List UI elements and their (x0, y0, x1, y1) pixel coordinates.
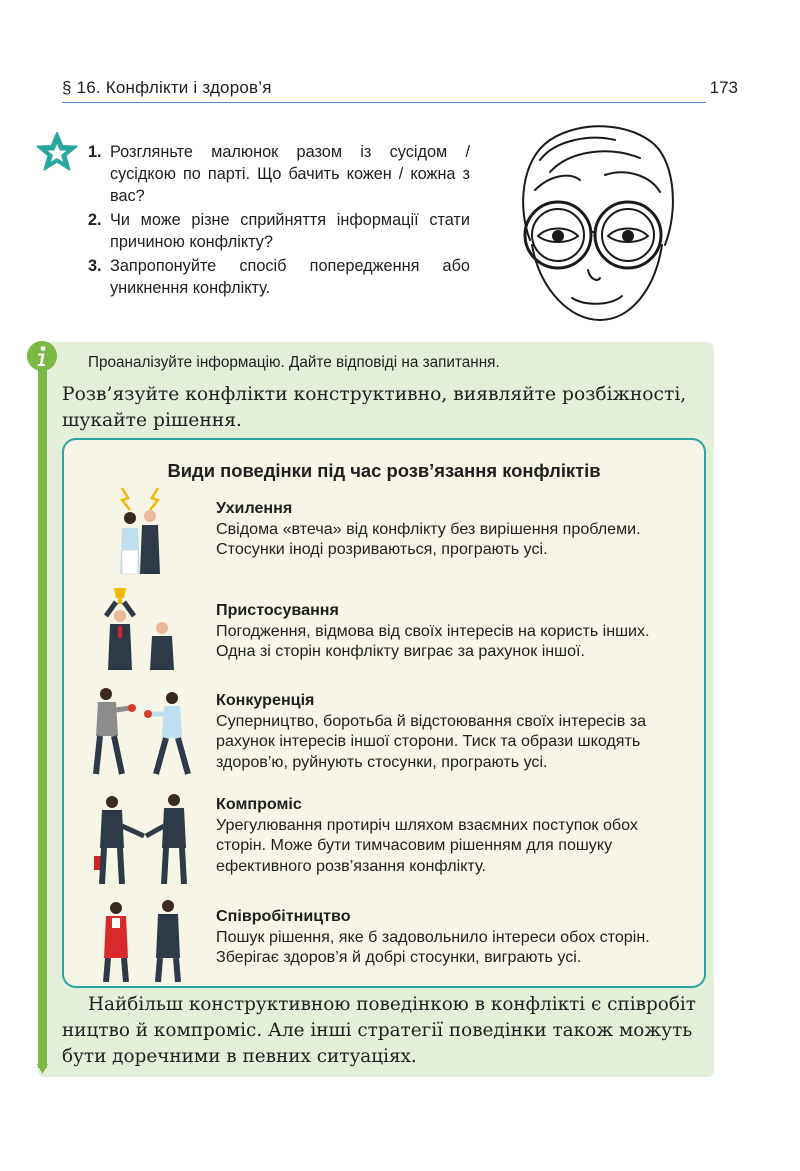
collaboration-illustration (92, 898, 202, 982)
behavior-accommodation (216, 600, 650, 662)
info-lead-text: Розв’язуйте конфлікти конструктивно, виявляйте розбіжності, шукайте рішення. (62, 384, 687, 431)
closing-line: Найбільш конструктивною поведінкою в конфлікті є співробіт (88, 994, 696, 1015)
behavior-name: Конкуренція (216, 691, 315, 709)
behavior-desc-line: Суперництво, боротьба й відстоювання своїх інтересів за (216, 711, 647, 730)
behavior-desc-line: Урегулювання протиріч шляхом взаємних поступок обох (216, 815, 638, 834)
section-title: § 16. Конфлікти і здоров’я (62, 78, 272, 97)
behavior-name: Ухилення (216, 499, 293, 517)
card-title: Види поведінки під час розв’язання конфліктів (167, 460, 601, 481)
closing-paragraph (62, 992, 708, 1070)
behavior-desc-line: Пошук рішення, яке б задовольнило інтереси обох сторін. (216, 927, 650, 946)
avoidance-illustration (92, 484, 192, 576)
behavior-name: Компроміс (216, 795, 302, 813)
question-text: Чи може різне сприйняття інформації стати причиною конфлікту? (110, 211, 470, 251)
behavior-types-card (62, 438, 706, 988)
question-text: Запропонуйте спосіб попередження або уникнення конфлікту. (110, 257, 470, 297)
behavior-compromise (216, 794, 638, 876)
star-task-icon (36, 132, 78, 174)
behavior-collaboration (216, 906, 650, 968)
info-side-bar (38, 368, 47, 1068)
behavior-desc-line: Погодження, відмова від своїх інтересів на користь інших. (216, 621, 650, 640)
behavior-desc-line: ефективного розв’язання конфлікту. (216, 856, 486, 875)
behavior-avoidance (216, 498, 641, 560)
behavior-name: Співробітництво (216, 907, 351, 925)
behavior-competition (216, 690, 646, 772)
question-list (88, 141, 470, 301)
question-item: 2. Чи може різне сприйняття інформації стати причиною конфлікту? (88, 211, 470, 251)
behavior-desc-line: Одна зі сторін конфлікту виграє за рахунок іншої. (216, 642, 585, 660)
info-instruction: Проаналізуйте інформацію. Дайте відповіді на запитання. (88, 354, 500, 371)
accommodation-illustration (92, 586, 192, 670)
behavior-desc-line: здоров’ю, руйнують стосунки, програють усі. (216, 752, 548, 771)
closing-line: ництво й компроміс. Але інші стратегії поведінки також можуть (62, 1020, 693, 1041)
behavior-desc-line: Зберігає здоров’я й добрі стосунки, виграють усі. (216, 948, 582, 966)
competition-illustration (92, 686, 202, 776)
behavior-desc-line: Стосунки іноді розриваються, програють усі. (216, 540, 548, 558)
closing-line: бути доречними в певних ситуаціях. (62, 1046, 417, 1067)
info-icon (26, 340, 58, 372)
page-number: 173 (709, 78, 738, 97)
question-item: 1. Розгляньте малюнок разом із сусідом / сусідкою по парті. Що бачить кожен / кожна з вас? (88, 143, 470, 205)
behavior-desc-line: рахунок інтересів іншої сторони. Тиск та образи шкодять (216, 732, 641, 750)
down-arrow-icon (37, 1064, 48, 1074)
compromise-illustration (92, 792, 202, 884)
question-text: Розгляньте малюнок разом із сусідом / сусідкою по парті. Що бачить кожен / кожна з вас? (110, 143, 470, 205)
header-rule (62, 102, 706, 103)
behavior-desc-line: сторін. Може бути тимчасовим рішенням для пошуку (216, 836, 613, 854)
face-illustration (510, 120, 680, 325)
behavior-name: Пристосування (216, 601, 339, 619)
behavior-desc-line: Свідома «втеча» від конфлікту без вирішення проблеми. (216, 519, 641, 538)
question-item: 3. Запропонуйте спосіб попередження або уникнення конфлікту. (88, 257, 470, 297)
